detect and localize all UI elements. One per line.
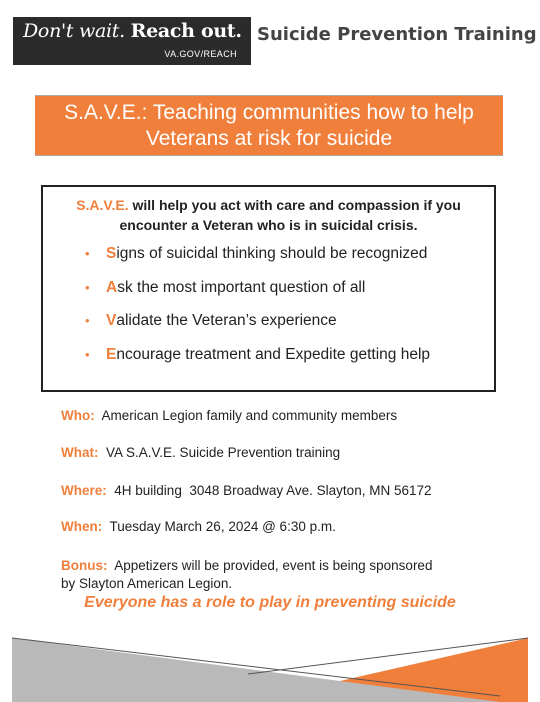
banner-line-1: S.A.V.E.: Teaching communities how to help	[64, 101, 474, 124]
intro-text-2: encounter a Veteran who is in suicidal crisis.	[119, 217, 418, 233]
reach-out-logo	[13, 17, 251, 65]
bullet-icon: •	[85, 313, 90, 328]
detail-bonus	[61, 557, 432, 593]
bullet-icon: •	[85, 279, 90, 295]
footer-decoration	[0, 630, 540, 702]
step-initial: S	[106, 245, 117, 262]
step-text: igns of suicidal thinking should be recognized	[116, 245, 428, 262]
logo-word-1: Don't wait.	[23, 20, 125, 42]
slogan: Everyone has a role to play in preventing suicide	[84, 594, 456, 611]
what-value: VA S.A.V.E. Suicide Prevention training	[106, 445, 341, 460]
save-steps-list	[85, 243, 430, 377]
save-acronym: S.A.V.E.	[76, 197, 129, 213]
when-label: When:	[61, 519, 103, 534]
bullet-icon: •	[85, 246, 90, 261]
logo-tagline	[23, 20, 242, 42]
page-title: Suicide Prevention Training	[257, 24, 537, 45]
bonus-label: Bonus:	[61, 558, 108, 573]
list-item	[85, 310, 430, 344]
detail-where	[61, 483, 432, 498]
step-initial: A	[106, 278, 118, 296]
bullet-icon: •	[85, 346, 90, 362]
step-text: ncourage treatment and Expedite getting help	[116, 345, 431, 363]
detail-when	[61, 519, 336, 534]
bonus-value-1: Appetizers will be provided, event is being sponsored	[114, 558, 433, 573]
step-text: alidate the Veteran’s experience	[116, 312, 337, 329]
list-item	[85, 243, 430, 277]
list-item	[85, 344, 430, 378]
where-value: 4H building 3048 Broadway Ave. Slayton, MN 56172	[114, 483, 432, 498]
detail-what	[61, 445, 340, 460]
banner-line-2: Veterans at risk for suicide	[145, 127, 393, 150]
intro-text-1: will help you act with care and compassion if you	[132, 197, 461, 213]
step-text: sk the most important question of all	[117, 278, 366, 296]
who-value: American Legion family and community members	[101, 408, 398, 423]
where-label: Where:	[61, 483, 107, 498]
save-steps-box	[41, 185, 496, 392]
logo-url: VA.GOV/REACH	[164, 49, 237, 59]
who-label: Who:	[61, 408, 95, 423]
logo-word-2: Reach out.	[130, 20, 242, 42]
list-item	[85, 277, 430, 311]
bonus-value-2: by Slayton American Legion.	[61, 576, 233, 591]
save-banner	[35, 95, 503, 156]
step-initial: V	[106, 312, 117, 329]
when-value: Tuesday March 26, 2024 @ 6:30 p.m.	[109, 519, 336, 534]
detail-who	[61, 408, 397, 423]
step-initial: E	[106, 345, 117, 363]
save-intro	[43, 195, 494, 235]
what-label: What:	[61, 445, 99, 460]
